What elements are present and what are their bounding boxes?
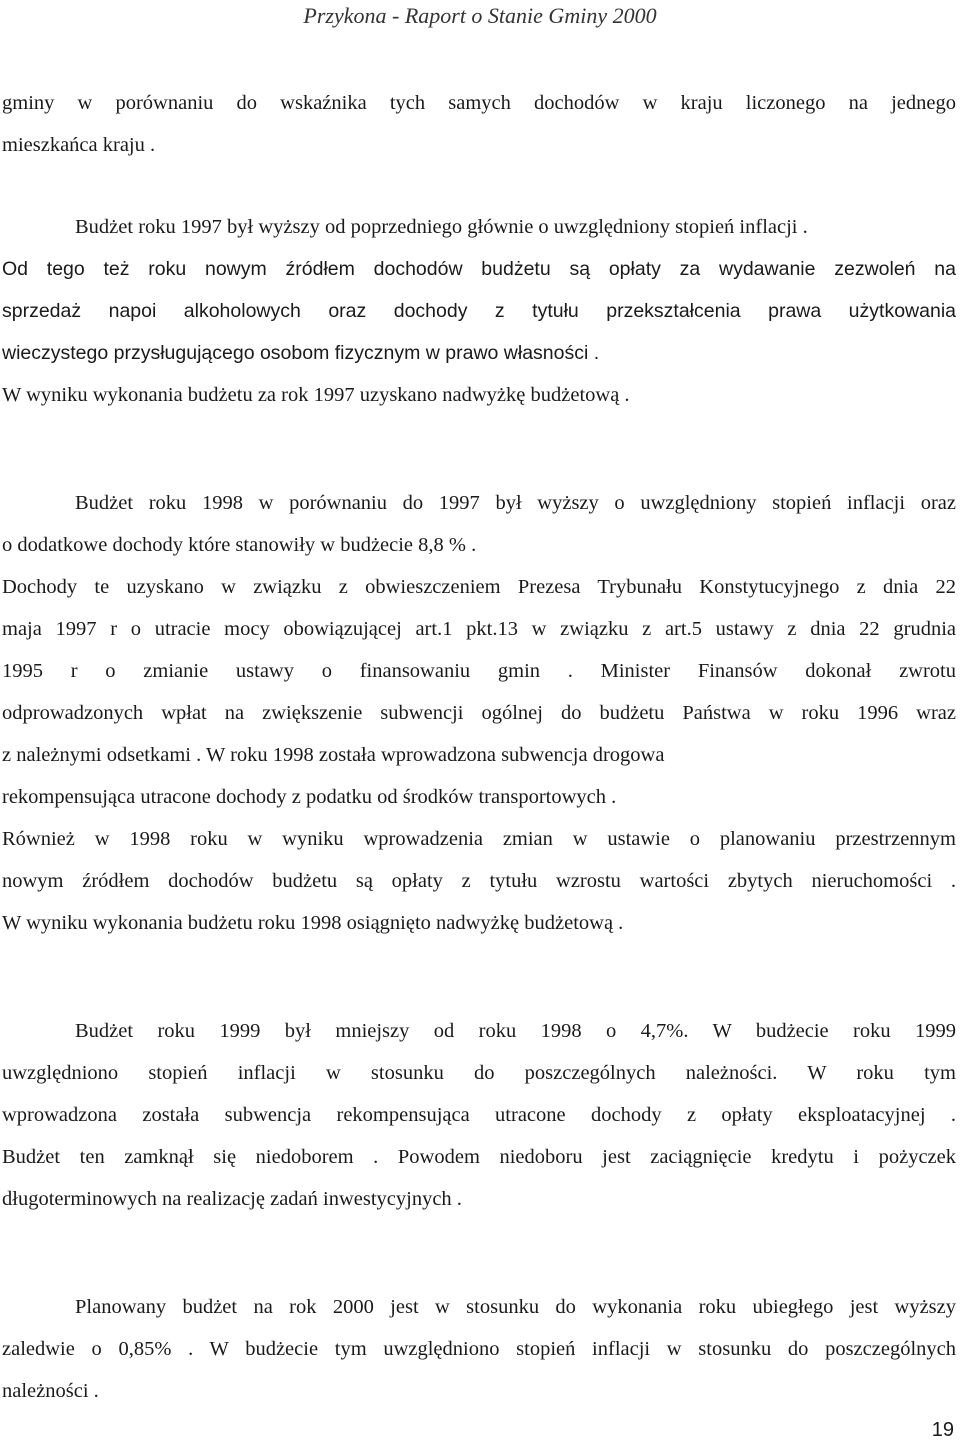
text-line: zaledwie o 0,85% . W budżecie tym uwzględniono stopień inflacji w stosunku do poszczególnych — [2, 1338, 956, 1360]
text-line: rekompensująca utracone dochody z podatku od środków transportowych . — [2, 786, 617, 808]
text-line: Budżet roku 1998 w porównaniu do 1997 był wyższy o uwzględniony stopień inflacji oraz — [75, 492, 956, 514]
paragraph-1 — [2, 82, 956, 166]
text-line: 1995 r o zmianie ustawy o finansowaniu gmin . Minister Finansów dokonał zwrotu — [2, 660, 956, 682]
paragraph-gap — [2, 1220, 956, 1286]
text-line: wieczystego przysługującego osobom fizycznym w prawo własności . — [2, 342, 600, 364]
text-line: uwzględniono stopień inflacji w stosunku do poszczególnych należności. W roku tym — [2, 1062, 956, 1084]
text-line: Dochody te uzyskano w związku z obwieszczeniem Prezesa Trybunału Konstytucyjnego z dnia 22 — [2, 576, 956, 598]
text-line: Budżet ten zamknął się niedoborem . Powodem niedoboru jest zaciągnięcie kredytu i pożyczek — [2, 1146, 956, 1168]
page-number: 19 — [931, 1419, 954, 1441]
paragraph-gap — [2, 416, 956, 482]
paragraph-2 — [2, 206, 956, 416]
text-line: Od tego też roku nowym źródłem dochodów budżetu są opłaty za wydawanie zezwoleń na — [2, 258, 956, 280]
paragraph-gap — [2, 166, 956, 206]
text-line: Budżet roku 1997 był wyższy od poprzedniego głównie o uwzględniony stopień inflacji . — [75, 216, 808, 238]
paragraph-5 — [2, 1286, 956, 1412]
text-line: o dodatkowe dochody które stanowiły w budżecie 8,8 % . — [2, 534, 477, 556]
running-header: Przykona - Raport o Stanie Gminy 2000 — [303, 3, 657, 28]
text-line: Budżet roku 1999 był mniejszy od roku 1998 o 4,7%. W budżecie roku 1999 — [75, 1020, 956, 1042]
paragraph-3 — [2, 482, 956, 944]
text-line: gminy w porównaniu do wskaźnika tych samych dochodów w kraju liczonego na jednego — [2, 92, 956, 114]
text-line: W wyniku wykonania budżetu za rok 1997 uzyskano nadwyżkę budżetową . — [2, 384, 630, 406]
paragraph-gap — [2, 944, 956, 1010]
text-line: W wyniku wykonania budżetu roku 1998 osiągnięto nadwyżkę budżetową . — [2, 912, 624, 934]
text-line: mieszkańca kraju . — [2, 134, 156, 156]
text-line: należności . — [2, 1380, 99, 1402]
text-line: wprowadzona została subwencja rekompensująca utracone dochody z opłaty eksploatacyjnej . — [2, 1104, 956, 1126]
text-line: odprowadzonych wpłat na zwiększenie subwencji ogólnej do budżetu Państwa w roku 1996 wraz — [2, 702, 956, 724]
text-line: sprzedaż napoi alkoholowych oraz dochody z tytułu przekształcenia prawa użytkowania — [2, 300, 956, 322]
text-line: nowym źródłem dochodów budżetu są opłaty z tytułu wzrostu wartości zbytych nieruchomości . — [2, 870, 956, 892]
text-line: Również w 1998 roku w wyniku wprowadzenia zmian w ustawie o planowaniu przestrzennym — [2, 828, 956, 850]
text-line: Planowany budżet na rok 2000 jest w stosunku do wykonania roku ubiegłego jest wyższy — [75, 1296, 956, 1318]
text-line: maja 1997 r o utracie mocy obowiązującej art.1 pkt.13 w związku z art.5 ustawy z dnia 22 grudnia — [2, 618, 956, 640]
document-body — [2, 82, 956, 1412]
text-line: długoterminowych na realizację zadań inwestycyjnych . — [2, 1188, 462, 1210]
paragraph-4 — [2, 1010, 956, 1220]
text-line: z należnymi odsetkami . W roku 1998 została wprowadzona subwencja drogowa — [2, 744, 665, 766]
